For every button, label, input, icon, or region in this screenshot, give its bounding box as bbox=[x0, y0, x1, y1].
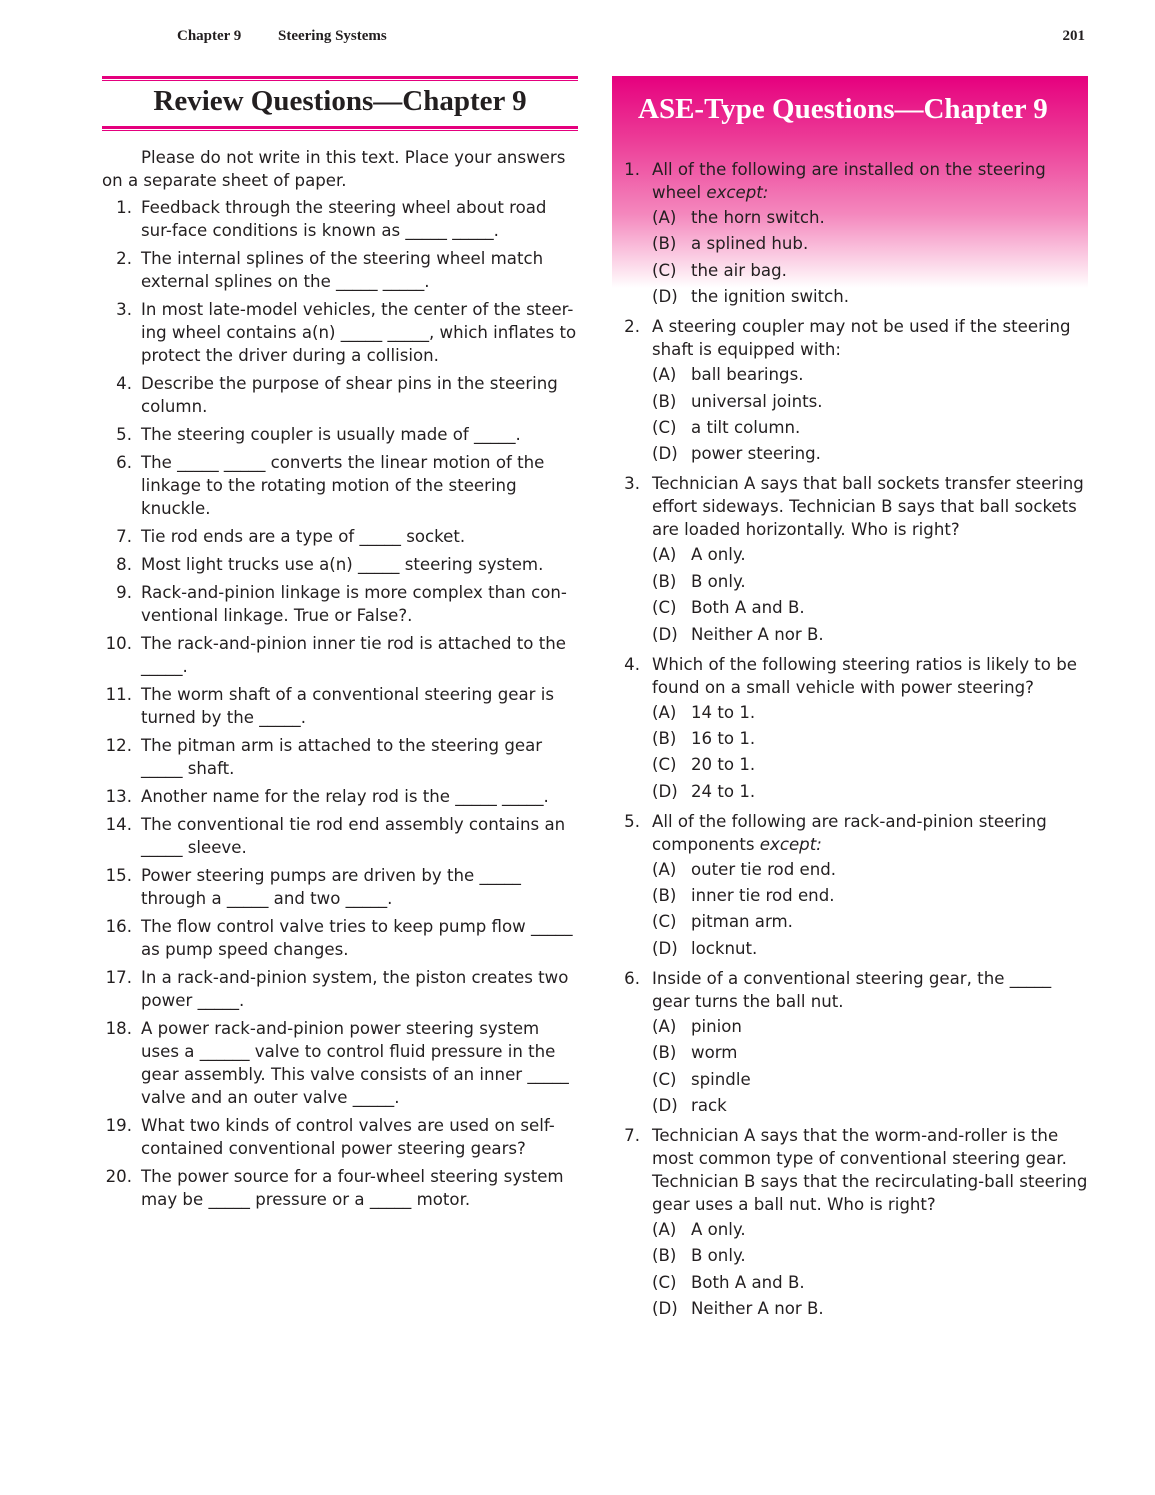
ase-question bbox=[612, 653, 1088, 803]
answer-option bbox=[652, 1271, 1088, 1294]
option-text: Neither A nor B. bbox=[691, 1299, 824, 1319]
question-text: Rack-and-pinion linkage is more complex than con-ventional linkage. True or False?. bbox=[141, 583, 567, 625]
option-text: A only. bbox=[691, 1220, 746, 1240]
question-text: The _____ _____ converts the linear motion of the linkage to the rotating motion of the steering knuckle. bbox=[141, 453, 545, 518]
question-stem: A steering coupler may not be used if the steering shaft is equipped with: bbox=[652, 317, 1071, 360]
answer-options bbox=[652, 206, 1088, 308]
question-stem: Technician A says that ball sockets transfer steering effort sideways. Technician B says that ball sockets are loaded horizontally. Who is right? bbox=[652, 474, 1084, 540]
question-text: The worm shaft of a conventional steering gear is turned by the _____. bbox=[141, 685, 554, 727]
option-text: pinion bbox=[691, 1016, 742, 1036]
answer-option bbox=[652, 937, 1088, 960]
answer-option bbox=[652, 543, 1088, 566]
answer-options bbox=[652, 1218, 1088, 1320]
answer-option bbox=[652, 570, 1088, 593]
ase-question bbox=[612, 967, 1088, 1117]
answer-option bbox=[652, 753, 1088, 776]
running-head-chapter: Chapter 9 bbox=[177, 28, 242, 44]
review-question bbox=[102, 966, 578, 1012]
option-letter: (B) bbox=[652, 728, 677, 748]
question-number: 14. bbox=[105, 815, 132, 834]
running-head-section: Steering Systems bbox=[278, 28, 387, 44]
answer-option bbox=[652, 1297, 1088, 1320]
review-question bbox=[102, 734, 578, 780]
question-number: 18. bbox=[105, 1019, 132, 1038]
option-text: a splined hub. bbox=[691, 234, 809, 254]
option-letter: (C) bbox=[652, 755, 677, 775]
question-text: The internal splines of the steering wheel match external splines on the _____ _____. bbox=[141, 249, 544, 291]
question-number: 4. bbox=[624, 654, 640, 674]
answer-option bbox=[652, 442, 1088, 465]
option-letter: (A) bbox=[652, 208, 677, 227]
question-number: 2. bbox=[116, 249, 132, 268]
option-text: pitman arm. bbox=[691, 912, 793, 932]
question-text: The flow control valve tries to keep pump flow _____ as pump speed changes. bbox=[141, 917, 573, 959]
option-text: B only. bbox=[691, 1246, 746, 1266]
option-letter: (D) bbox=[652, 1299, 678, 1319]
question-stem: All of the following are installed on the steering wheel bbox=[652, 160, 1046, 202]
question-text: The power source for a four-wheel steering system may be _____ pressure or a _____ motor. bbox=[141, 1167, 564, 1209]
option-letter: (B) bbox=[652, 886, 677, 906]
ase-question-list bbox=[612, 158, 1088, 1327]
option-letter: (D) bbox=[652, 938, 678, 958]
ase-question bbox=[612, 158, 1088, 308]
page-number: 201 bbox=[1062, 28, 1085, 44]
ase-question bbox=[612, 315, 1088, 465]
option-text: the horn switch. bbox=[691, 208, 825, 227]
option-letter: (A) bbox=[652, 1220, 677, 1240]
question-number: 1. bbox=[116, 198, 132, 217]
question-number: 17. bbox=[105, 968, 132, 987]
ase-question bbox=[612, 1124, 1088, 1320]
option-text: Neither A nor B. bbox=[691, 624, 824, 644]
option-letter: (C) bbox=[652, 598, 677, 618]
question-stem-emphasis: except: bbox=[759, 834, 822, 854]
review-question bbox=[102, 632, 578, 678]
option-text: locknut. bbox=[691, 938, 758, 958]
question-number: 12. bbox=[105, 736, 132, 755]
answer-option bbox=[652, 285, 1088, 308]
option-letter: (A) bbox=[652, 1016, 677, 1036]
option-text: 20 to 1. bbox=[691, 755, 756, 775]
review-question bbox=[102, 451, 578, 520]
review-title: Review Questions—Chapter 9 bbox=[153, 85, 527, 117]
question-stem: All of the following are rack-and-pinion steering components bbox=[652, 811, 1047, 854]
review-question bbox=[102, 1114, 578, 1160]
question-text: What two kinds of control valves are used on self-contained conventional power steering gears? bbox=[141, 1116, 555, 1158]
option-letter: (A) bbox=[652, 365, 677, 385]
question-number: 4. bbox=[116, 374, 132, 393]
question-number: 10. bbox=[105, 634, 132, 653]
option-text: universal joints. bbox=[691, 391, 823, 411]
review-question bbox=[102, 196, 578, 242]
option-letter: (C) bbox=[652, 1069, 677, 1089]
question-number: 9. bbox=[116, 583, 132, 602]
question-number: 11. bbox=[105, 685, 132, 704]
option-text: A only. bbox=[691, 545, 746, 565]
question-number: 16. bbox=[105, 917, 132, 936]
option-text: power steering. bbox=[691, 444, 821, 464]
review-intro: Please do not write in this text. Place your answers on a separate sheet of paper. bbox=[102, 148, 566, 190]
answer-option bbox=[652, 858, 1088, 881]
review-questions-column bbox=[102, 74, 578, 1216]
option-text: worm bbox=[691, 1043, 738, 1063]
review-question bbox=[102, 298, 578, 367]
question-text: In most late-model vehicles, the center of the steer-ing wheel contains a(n) _____ _____, which inflates to protect the driver during a collision. bbox=[141, 300, 577, 365]
option-text: 24 to 1. bbox=[691, 781, 756, 801]
option-letter: (D) bbox=[652, 781, 678, 801]
question-text: Feedback through the steering wheel about road sur-face conditions is known as _____ _____. bbox=[141, 198, 547, 240]
answer-option bbox=[652, 206, 1088, 229]
answer-option bbox=[652, 727, 1088, 750]
question-text: The conventional tie rod end assembly contains an _____ sleeve. bbox=[141, 815, 566, 857]
question-number: 1. bbox=[624, 160, 640, 179]
option-letter: (B) bbox=[652, 234, 677, 254]
question-number: 2. bbox=[624, 317, 640, 337]
review-question bbox=[102, 1165, 578, 1211]
question-number: 3. bbox=[624, 474, 640, 494]
option-letter: (A) bbox=[652, 859, 677, 879]
question-stem: Technician A says that the worm-and-roller is the most common type of conventional steering gear. Technician B says that the recirculating-ball steering gear uses a ball nut. Who is right? bbox=[652, 1126, 1088, 1215]
option-letter: (C) bbox=[652, 417, 677, 437]
question-text: Most light trucks use a(n) _____ steering system. bbox=[141, 555, 544, 574]
answer-options bbox=[652, 363, 1088, 465]
answer-option bbox=[652, 259, 1088, 282]
answer-option bbox=[652, 1015, 1088, 1038]
answer-option bbox=[652, 1094, 1088, 1117]
option-text: Both A and B. bbox=[691, 598, 805, 618]
question-stem-emphasis: except: bbox=[706, 183, 769, 202]
option-text: a tilt column. bbox=[691, 417, 801, 437]
question-text: Power steering pumps are driven by the _____ through a _____ and two _____. bbox=[141, 866, 521, 908]
question-text: A power rack-and-pinion power steering system uses a ______ valve to control fluid pressure in the gear assembly. This valve consists of an inner _____ valve and an outer valve _____. bbox=[141, 1019, 569, 1107]
title-rule-bottom bbox=[102, 126, 578, 131]
option-text: ball bearings. bbox=[691, 365, 804, 385]
review-question bbox=[102, 1017, 578, 1109]
option-text: Both A and B. bbox=[691, 1272, 805, 1292]
option-letter: (B) bbox=[652, 391, 677, 411]
review-question bbox=[102, 864, 578, 910]
review-question bbox=[102, 915, 578, 961]
option-letter: (B) bbox=[652, 1043, 677, 1063]
option-text: inner tie rod end. bbox=[691, 886, 835, 906]
question-text: In a rack-and-pinion system, the piston creates two power _____. bbox=[141, 968, 569, 1010]
review-question bbox=[102, 785, 578, 808]
option-letter: (A) bbox=[652, 545, 677, 565]
option-text: 16 to 1. bbox=[691, 728, 756, 748]
option-letter: (D) bbox=[652, 1096, 678, 1116]
review-question-list bbox=[102, 196, 578, 1211]
review-title-block bbox=[102, 74, 578, 134]
ase-question bbox=[612, 472, 1088, 645]
ase-title: ASE-Type Questions—Chapter 9 bbox=[638, 93, 1048, 125]
question-number: 5. bbox=[116, 425, 132, 444]
ase-question bbox=[612, 810, 1088, 960]
answer-option bbox=[652, 363, 1088, 386]
answer-option bbox=[652, 884, 1088, 907]
answer-option bbox=[652, 1218, 1088, 1241]
question-text: The steering coupler is usually made of _____. bbox=[141, 425, 521, 444]
title-rule-top bbox=[102, 76, 578, 81]
answer-option bbox=[652, 910, 1088, 933]
answer-option bbox=[652, 1244, 1088, 1267]
answer-option bbox=[652, 390, 1088, 413]
review-question bbox=[102, 247, 578, 293]
answer-option bbox=[652, 596, 1088, 619]
option-text: rack bbox=[691, 1096, 727, 1116]
question-number: 19. bbox=[105, 1116, 132, 1135]
question-text: Tie rod ends are a type of _____ socket. bbox=[141, 527, 466, 546]
option-letter: (B) bbox=[652, 571, 677, 591]
option-text: the ignition switch. bbox=[691, 287, 850, 307]
answer-option bbox=[652, 1068, 1088, 1091]
question-text: The rack-and-pinion inner tie rod is attached to the _____. bbox=[141, 634, 566, 676]
answer-option bbox=[652, 232, 1088, 255]
review-question bbox=[102, 372, 578, 418]
answer-options bbox=[652, 858, 1088, 960]
question-number: 6. bbox=[116, 453, 132, 472]
question-number: 6. bbox=[624, 968, 640, 988]
option-letter: (D) bbox=[652, 624, 678, 644]
option-letter: (D) bbox=[652, 444, 678, 464]
answer-option bbox=[652, 623, 1088, 646]
option-text: outer tie rod end. bbox=[691, 859, 837, 879]
answer-options bbox=[652, 701, 1088, 803]
question-number: 7. bbox=[116, 527, 132, 546]
review-question bbox=[102, 813, 578, 859]
option-letter: (A) bbox=[652, 702, 677, 722]
option-letter: (D) bbox=[652, 287, 678, 307]
answer-options bbox=[652, 543, 1088, 645]
option-letter: (C) bbox=[652, 912, 677, 932]
option-text: B only. bbox=[691, 571, 746, 591]
option-letter: (C) bbox=[652, 260, 677, 280]
question-number: 13. bbox=[105, 787, 132, 806]
answer-options bbox=[652, 1015, 1088, 1117]
question-number: 8. bbox=[116, 555, 132, 574]
question-text: Describe the purpose of shear pins in the steering column. bbox=[141, 374, 558, 416]
option-text: 14 to 1. bbox=[691, 702, 756, 722]
option-text: the air bag. bbox=[691, 260, 787, 280]
question-number: 20. bbox=[105, 1167, 132, 1186]
question-number: 7. bbox=[624, 1126, 640, 1146]
answer-option bbox=[652, 780, 1088, 803]
question-stem: Which of the following steering ratios is likely to be found on a small vehicle with power steering? bbox=[652, 654, 1077, 697]
question-number: 15. bbox=[105, 866, 132, 885]
option-text: spindle bbox=[691, 1069, 751, 1089]
review-question bbox=[102, 423, 578, 446]
answer-option bbox=[652, 701, 1088, 724]
review-question bbox=[102, 683, 578, 729]
question-stem: Inside of a conventional steering gear, the _____ gear turns the ball nut. bbox=[652, 968, 1052, 1011]
option-letter: (C) bbox=[652, 1272, 677, 1292]
answer-option bbox=[652, 416, 1088, 439]
question-number: 5. bbox=[624, 811, 640, 831]
review-question bbox=[102, 553, 578, 576]
question-text: Another name for the relay rod is the _____ _____. bbox=[141, 787, 549, 806]
option-letter: (B) bbox=[652, 1246, 677, 1266]
question-text: The pitman arm is attached to the steering gear _____ shaft. bbox=[141, 736, 543, 778]
running-head bbox=[0, 28, 1155, 50]
question-number: 3. bbox=[116, 300, 132, 319]
answer-option bbox=[652, 1041, 1088, 1064]
review-question bbox=[102, 581, 578, 627]
review-question bbox=[102, 525, 578, 548]
